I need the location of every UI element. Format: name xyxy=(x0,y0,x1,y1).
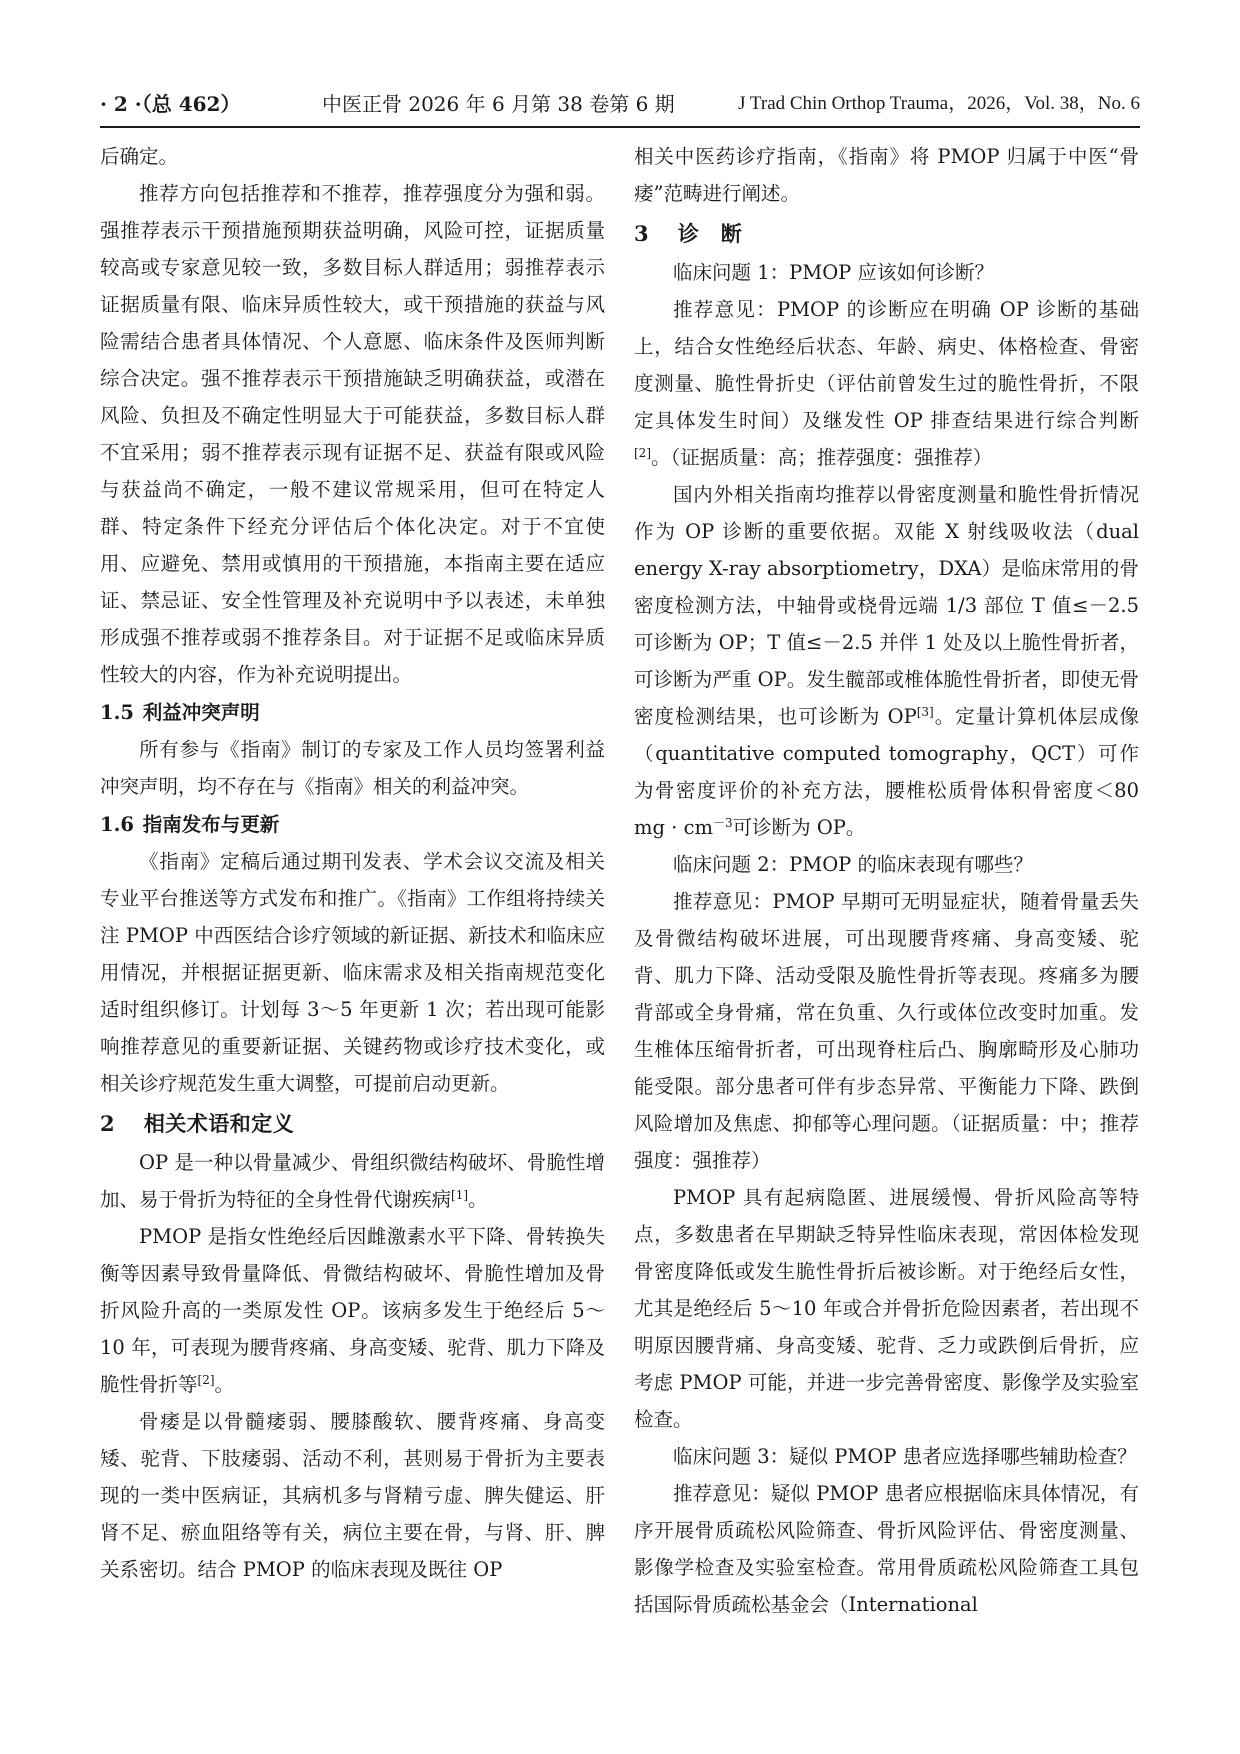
text-run: PMOP 是指女性绝经后因雌激素水平下降、骨转换失衡等因素导致骨量降低、骨微结构破坏、骨脆性增加及骨折风险升高的一类原发性 OP。该病多发生于绝经后 5～10 年，可表现为腰背疼痛、身高变矮、驼背、肌力下降及脆性骨折等 xyxy=(100,1225,605,1396)
text-run: 。 xyxy=(214,1373,235,1396)
paragraph xyxy=(100,1144,605,1218)
paragraph: 相关中医药诊疗指南，《指南》将 PMOP 归属于中医“骨痿”范畴进行阐述。 xyxy=(634,145,1139,205)
recommendation: 推荐意见：PMOP 早期可无明显症状，随着骨量丢失及骨微结构破坏进展，可出现腰背疼痛、身高变矮、驼背、肌力下降、活动受限及脆性骨折等表现。疼痛多为腰背部或全身骨痛，常在负重、久行或体位改变时加重。发生椎体压缩骨折者，可出现脊柱后凸、胸廓畸形及心肺功能受限。部分患者可伴有步态异常、平衡能力下降、跌倒风险增加及焦虑、抑郁等心理问题。（证据质量：中；推荐强度：强推荐） xyxy=(634,890,1139,1172)
section-heading-3 xyxy=(634,215,1139,252)
citation-ref[interactable]: [3] xyxy=(916,705,934,719)
paragraph: 《指南》定稿后通过期刊发表、学术会议交流及相关专业平台推送等方式发布和推广。《指南》工作组将持续关注 PMOP 中西医结合诊疗领域的新证据、新技术和临床应用情况，并根据证据更新、临床需求及相关指南规范变化适时组织修订。计划每 3～5 年更新 1 次；若出现可能影响推荐意见的重要新证据、关键药物或诊疗技术变化，或相关诊疗规范发生重大调整，可提前启动更新。 xyxy=(100,850,605,1095)
recommendation: 推荐意见：疑似 PMOP 患者应根据临床具体情况，有序开展骨质疏松风险筛查、骨折风险评估、骨密度测量、影像学检查及实验室检查。常用骨质疏松风险筛查工具包括国际骨质疏松基金会（International xyxy=(634,1482,1139,1616)
section-title: 相关术语和定义 xyxy=(143,1111,295,1136)
header-rule xyxy=(100,126,1140,128)
section-heading-2 xyxy=(100,1105,605,1142)
section-title: 指南发布与更新 xyxy=(142,813,280,836)
clinical-question: 临床问题 3：疑似 PMOP 患者应选择哪些辅助检查？ xyxy=(673,1445,1137,1468)
section-title: 诊 断 xyxy=(677,221,743,246)
page-number: · 2 ·（总 462） xyxy=(100,92,241,116)
running-head xyxy=(100,84,1140,124)
section-number: 3 xyxy=(634,221,650,246)
paragraph: 推荐方向包括推荐和不推荐，推荐强度分为强和弱。强推荐表示干预措施预期获益明确，风险可控，证据质量较高或专家意见较一致，多数目标人群适用；弱推荐表示证据质量有限、临床异质性较大，或干预措施的获益与风险需结合患者具体情况、个人意愿、临床条件及医师判断综合决定。强不推荐表示干预措施缺乏明确获益，或潜在风险、负担及不确定性明显大于可能获益，多数目标人群不宜采用；弱不推荐表示现有证据不足、获益有限或风险与获益尚不确定，一般不建议常规采用，但可在特定人群、特定条件下经充分评估后个体化决定。对于不宜使用、应避免、禁用或慎用的干预措施，本指南主要在适应证、禁忌证、安全性管理及补充说明中予以表述，未单独形成强不推荐或弱不推荐条目。对于证据不足或临床异质性较大的内容，作为补充说明提出。 xyxy=(100,182,605,686)
citation-ref[interactable]: [2] xyxy=(197,1373,215,1387)
journal-title-en: J Trad Chin Orthop Trauma，2026，Vol. 38，No. 6 xyxy=(738,93,1140,114)
paragraph xyxy=(634,476,1139,846)
section-number: 2 xyxy=(100,1111,116,1136)
clinical-question: 临床问题 1：PMOP 应该如何诊断？ xyxy=(673,261,994,284)
paragraph: PMOP 具有起病隐匿、进展缓慢、骨折风险高等特点，多数患者在早期缺乏特异性临床表现，常因体检发现骨密度降低或发生脆性骨折后被诊断。对于绝经后女性，尤其是绝经后 5～10 年或合并骨折危险因素者，若出现不明原因腰背痛、身高变矮、驼背、乏力或跌倒后骨折，应考虑 PMOP 可能，并进一步完善骨密度、影像学及实验室检查。 xyxy=(634,1186,1139,1431)
unit-exponent: －3 xyxy=(712,816,733,830)
section-number: 1.5 xyxy=(100,701,134,724)
right-column xyxy=(634,138,1139,1623)
paragraph: 后确定。 xyxy=(100,145,179,168)
recommendation xyxy=(634,291,1139,476)
text-run: 推荐意见：PMOP 的诊断应在明确 OP 诊断的基础上，结合女性绝经后状态、年龄、病史、体格检查、骨密度测量、脆性骨折史（评估前曾发生过的脆性骨折，不限定具体发生时间）及继发性 OP 排查结果进行综合判断 xyxy=(634,298,1139,432)
text-run: 可诊断为 OP。 xyxy=(732,816,866,839)
left-column xyxy=(100,138,605,1588)
text-run: 国内外相关指南均推荐以骨密度测量和脆性骨折情况作为 OP 诊断的重要依据。双能 X 射线吸收法（dual energy X-ray absorptiometry，DXA）是临床常用的骨密度检测方法，中轴骨或桡骨远端 1/3 部位 T 值≤－2.5 可诊断为 OP；T 值≤－2.5 并伴 1 处及以上脆性骨折者，可诊断为严重 OP。发生髋部或椎体脆性骨折者，即使无骨密度检测结果，也可诊断为 OP xyxy=(634,483,1139,728)
section-number: 1.6 xyxy=(100,813,134,836)
clinical-question: 临床问题 2：PMOP 的临床表现有哪些？ xyxy=(673,853,1033,876)
text-run: 。（证据质量：高；推荐强度：强推荐） xyxy=(651,446,993,469)
paragraph: 骨痿是以骨髓痿弱、腰膝酸软、腰背疼痛、身高变矮、驼背、下肢痿弱、活动不利，甚则易于骨折为主要表现的一类中医病证，其病机多与肾精亏虚、脾失健运、肝肾不足、瘀血阻络等有关，病位主要在骨，与肾、肝、脾关系密切。结合 PMOP 的临床表现及既往 OP xyxy=(100,1410,605,1581)
section-heading-1-5 xyxy=(100,694,605,731)
paragraph: 所有参与《指南》制订的专家及工作人员均签署利益冲突声明，均不存在与《指南》相关的利益冲突。 xyxy=(100,738,605,798)
citation-ref[interactable]: [1] xyxy=(451,1188,469,1202)
text-run: 。定量计算机体层成像（quantitative computed tomography，QCT）可作为骨密度评价的补充方法，腰椎松质骨体积骨密度＜80 mg · cm xyxy=(634,705,1139,839)
section-heading-1-6 xyxy=(100,806,605,843)
text-run: 。 xyxy=(468,1188,488,1211)
section-title: 利益冲突声明 xyxy=(142,701,260,724)
text-run: OP 是一种以骨量减少、骨组织微结构破坏、骨脆性增加、易于骨折为特征的全身性骨代谢疾病 xyxy=(100,1151,605,1211)
paragraph xyxy=(100,1218,605,1403)
journal-title-cn: 中医正骨 2026 年 6 月第 38 卷第 6 期 xyxy=(322,92,675,116)
citation-ref[interactable]: [2] xyxy=(634,446,651,460)
